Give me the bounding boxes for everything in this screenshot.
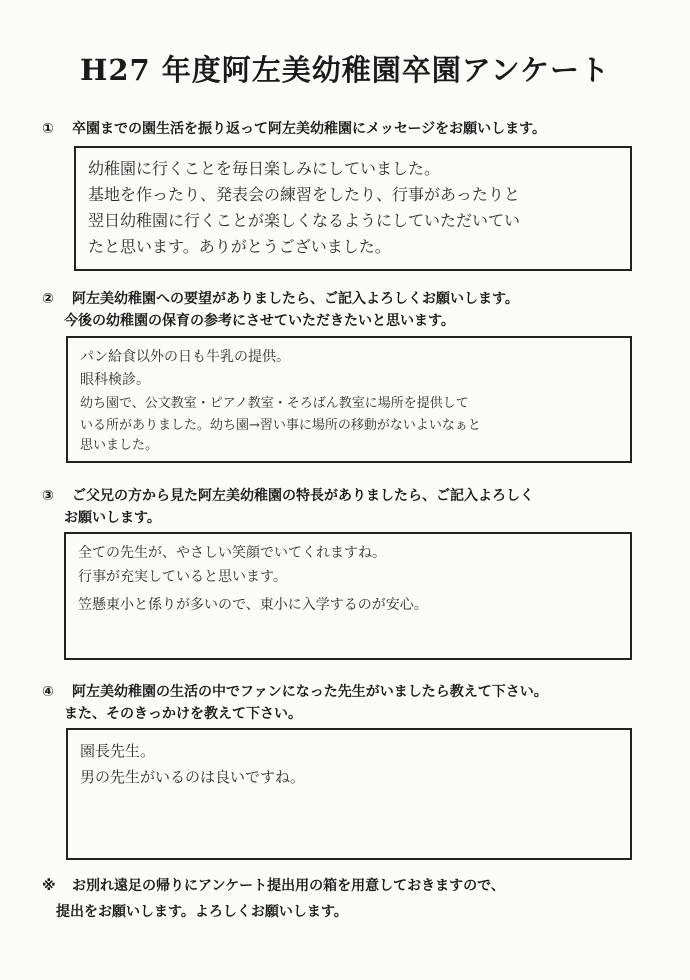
question-4 (42, 681, 548, 725)
answer-line: パン給食以外の日も牛乳の提供。 (80, 349, 290, 365)
question-text: ご父兄の方から見た阿左美幼稚園の特長がありましたら、ご記入よろしく (72, 488, 534, 504)
question-number: ② (42, 291, 54, 307)
question-2 (42, 288, 519, 332)
question-text-line2: また、そのきっかけを教えて下さい。 (64, 706, 302, 722)
question-number: ③ (42, 488, 54, 504)
footnote-text: お別れ遠足の帰りにアンケート提出用の箱を用意しておきますので、 (72, 878, 505, 894)
page-title: H27 年度阿左美幼稚園卒園アンケート (79, 53, 611, 87)
question-text: 阿左美幼稚園の生活の中でファンになった先生がいましたら教えて下さい。 (72, 684, 548, 700)
question-text: 卒園までの園生活を振り返って阿左美幼稚園にメッセージをお願いします。 (72, 121, 547, 137)
footnote (42, 873, 505, 925)
answer-line: 幼稚園に行くことを毎日楽しみにしていました。 (88, 159, 441, 178)
answer-line: 幼ち園で、公文教室・ピアノ教室・そろばん教室に場所を提供して (80, 396, 469, 411)
answer-line: 男の先生がいるのは良いですね。 (80, 768, 306, 786)
answer-line: 全ての先生が、やさしい笑顔でいてくれますね。 (78, 545, 386, 561)
question-number: ① (42, 121, 54, 137)
answer-box-1[interactable] (74, 146, 632, 271)
answer-box-4[interactable] (66, 728, 632, 860)
answer-line: 思いました。 (80, 438, 159, 453)
footnote-text-line2: 提出をお願いします。よろしくお願いします。 (56, 904, 348, 920)
answer-line: 眼科検診。 (80, 372, 150, 388)
answer-line: 基地を作ったり、発表会の練習をしたり、行事があったりと (88, 185, 520, 204)
answer-box-3[interactable] (64, 532, 632, 660)
answer-box-2[interactable] (66, 336, 632, 463)
answer-line: 笠懸東小と係りが多いので、東小に入学するのが安心。 (78, 597, 428, 613)
answer-line: たと思います。ありがとうございました。 (88, 237, 391, 256)
answer-line: いる所がありました。幼ち園→習い事に場所の移動がないよいなぁと (80, 418, 481, 433)
question-text-line2: 今後の幼稚園の保育の参考にさせていただきたいと思います。 (64, 313, 455, 329)
answer-line: 行事が充実していると思います。 (78, 569, 287, 585)
question-text: 阿左美幼稚園への要望がありましたら、ご記入よろしくお願いします。 (72, 291, 519, 307)
question-3 (42, 485, 534, 529)
question-number: ④ (42, 684, 54, 700)
question-1 (42, 118, 546, 140)
answer-line: 翌日幼稚園に行くことが楽しくなるようにしていただいてい (88, 211, 521, 230)
answer-line: 園長先生。 (80, 742, 156, 760)
note-mark: ※ (42, 878, 56, 894)
question-text-line2: お願いします。 (64, 510, 161, 526)
